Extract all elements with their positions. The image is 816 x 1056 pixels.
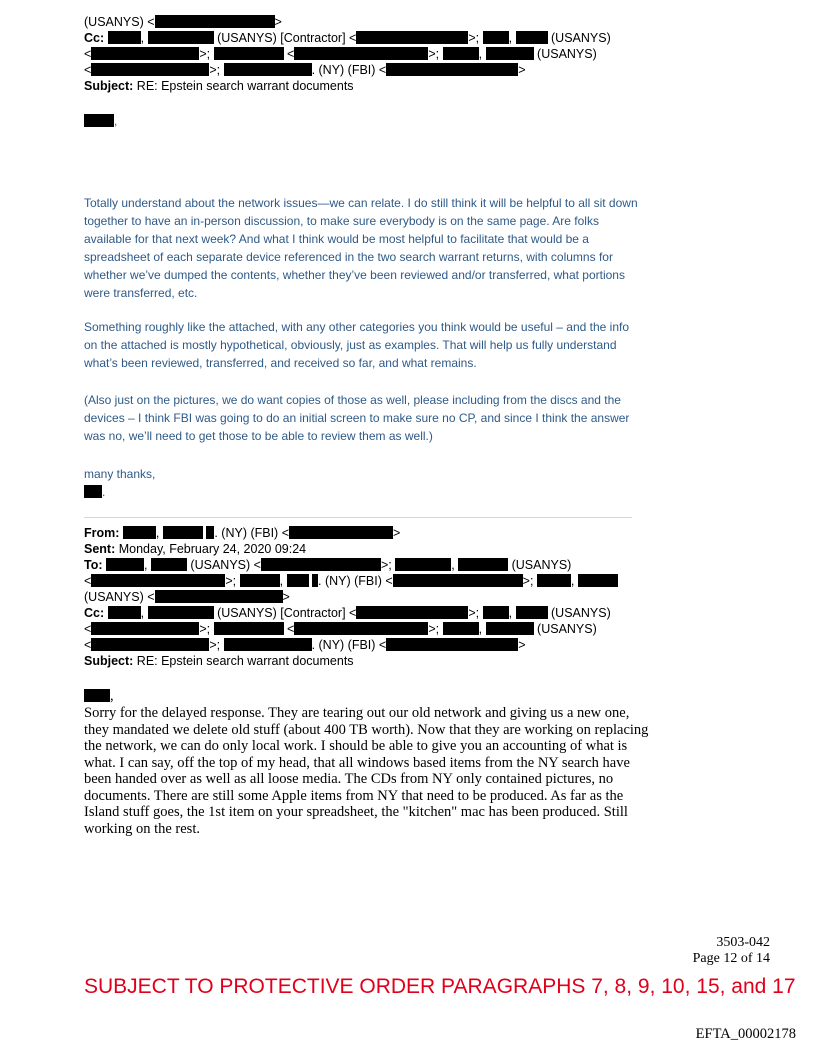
redaction: [486, 622, 534, 635]
redaction: [294, 47, 428, 60]
redaction: [395, 558, 451, 571]
header-text: (USANYS) <: [186, 558, 261, 572]
redaction: [84, 114, 114, 127]
header-text: <: [84, 638, 92, 652]
header-text: >;: [468, 606, 483, 620]
redaction: [84, 485, 102, 498]
redaction: [148, 606, 214, 619]
redaction: [356, 606, 468, 619]
email-signature: [84, 483, 644, 501]
divider: [84, 517, 632, 518]
redaction: [123, 526, 156, 539]
redaction: [224, 63, 312, 76]
subject-text: RE: Epstein search warrant documents: [133, 79, 354, 93]
protective-order-notice: SUBJECT TO PROTECTIVE ORDER PARAGRAPHS 7, 8, 9, 10, 15, and 17: [84, 975, 796, 998]
header-line-cc-b2: < >; < >; , (USANYS): [84, 622, 597, 636]
paragraph-text: Something roughly like the attached, with any other categories you think would be useful – and the info on the attached is mostly hypothetical, obviously, just as examples. That will help us fully understand what’s been reviewed, transferred, and received so far, and what remains.: [84, 320, 630, 370]
redaction: [91, 63, 209, 76]
email2-greeting: [84, 688, 654, 705]
redaction: [289, 526, 393, 539]
header-line-subject-b: [84, 653, 644, 669]
redaction: [294, 622, 428, 635]
email-paragraph-1: [84, 194, 644, 302]
sent-text: Monday, February 24, 2020 09:24: [115, 542, 307, 556]
redaction: [108, 606, 141, 619]
subject-text: RE: Epstein search warrant documents: [133, 654, 354, 668]
header-text: >;: [380, 558, 396, 572]
redaction: [155, 15, 275, 28]
header-text: (USANYS): [533, 47, 597, 61]
signature-text: .: [102, 485, 106, 499]
header-text: (USANYS) <: [84, 590, 155, 604]
header-text: >: [518, 63, 526, 77]
header-text: <: [84, 47, 92, 61]
header-line-to-2: < >; , . (NY) (FBI) < >; ,: [84, 573, 644, 589]
header-text: >: [518, 638, 526, 652]
redaction: [537, 574, 571, 587]
header-text: <: [287, 622, 295, 636]
redaction: [287, 574, 309, 587]
header-text: . (NY) (FBI) <: [214, 526, 289, 540]
header-line-cc: Cc: , (USANYS) [Contractor] < >; , (USANYS): [84, 31, 611, 45]
subject-label: Subject:: [84, 654, 134, 668]
redaction: [163, 526, 203, 539]
redaction: [91, 622, 199, 635]
greeting-text: ,: [114, 114, 118, 128]
from-label: From:: [84, 526, 120, 540]
header-line-cc-2: < >; < >; , (USANYS): [84, 47, 597, 61]
redaction: [224, 638, 312, 651]
sent-label: Sent:: [84, 542, 116, 556]
redaction: [483, 31, 509, 44]
header-text: (USANYS): [547, 606, 611, 620]
header-text: >;: [199, 622, 214, 636]
header-text: >;: [522, 574, 537, 588]
redaction: [516, 31, 548, 44]
header-text: >;: [209, 638, 224, 652]
header-text: . (NY) (FBI) <: [311, 63, 387, 77]
header-line-to-cont: [84, 14, 644, 30]
header-text: >;: [209, 63, 224, 77]
email-paragraph-2: [84, 318, 644, 372]
header-text: >: [282, 590, 290, 604]
header-text: >;: [428, 47, 443, 61]
header-text: <: [84, 622, 92, 636]
redaction: [356, 31, 468, 44]
redaction: [108, 31, 141, 44]
redaction: [155, 590, 283, 603]
bates-number: EFTA_00002178: [695, 1026, 796, 1042]
header-line-from: From: , . (NY) (FBI) < >: [84, 526, 401, 540]
email2-body: [84, 705, 654, 837]
header-text: (USANYS): [533, 622, 597, 636]
header-text: >;: [468, 31, 483, 45]
header-text: (USANYS) <: [84, 15, 155, 29]
redaction: [261, 558, 381, 571]
header-text: <: [287, 47, 295, 61]
header-text: >: [274, 15, 282, 29]
header-text: (USANYS) [Contractor] <: [213, 31, 357, 45]
paragraph-text: Totally understand about the network issues—we can relate. I do still think it will be helpful to all sit down together to have an in-person discussion, to make sure everybody is on the same page. Are folks available for that next week? And what I think would be most helpful to facilitate that would be a spreadsheet of each separate device referenced in the two search warrant returns, with columns for whether we’ve dumped the contents, whether they’ve been reviewed and/or transferred, what portions were transferred, etc.: [84, 196, 638, 300]
doc-id-text: 3503-042: [716, 935, 770, 950]
signoff-text: many thanks,: [84, 467, 156, 481]
header-text: (USANYS) [Contractor] <: [213, 606, 357, 620]
redaction: [151, 558, 187, 571]
redaction: [214, 622, 284, 635]
email-paragraph-3: [84, 391, 644, 445]
email-greeting: [84, 112, 644, 130]
redaction: [486, 47, 534, 60]
header-text: >;: [428, 622, 443, 636]
redaction: [516, 606, 548, 619]
header-text: >;: [225, 574, 240, 588]
redaction: [214, 47, 284, 60]
header-text: >: [393, 526, 401, 540]
redaction: [393, 574, 523, 587]
header-text: <: [84, 63, 92, 77]
header-line-subject: [84, 78, 644, 94]
header-line-sent: [84, 541, 644, 557]
doc-id: [693, 935, 770, 967]
header-text: (USANYS): [508, 558, 572, 572]
redaction: [443, 47, 479, 60]
redaction: [91, 47, 199, 60]
redaction: [91, 638, 209, 651]
paragraph-text: Sorry for the delayed response. They are tearing out our old network and giving us a new one, they mandated we delete old stuff (about 400 TB worth). Now that they are working on replacing the network, we can do only local work. I should be able to give you an accounting of what is what. I can say, off the top of my head, that all windows based items from the NY search have been handed over as well as all loose media. The CDs from NY only contained pictures, no documents. There are still some Apple items from NY that need to be produced. As far as the Island stuff goes, the 1st item on your spreadsheet, the "kitchen" mac has been produced. Still working on the rest.: [84, 705, 649, 837]
cc-label: Cc:: [84, 606, 105, 620]
redaction: [458, 558, 508, 571]
redaction: [106, 558, 144, 571]
redaction: [91, 574, 225, 587]
redaction: [386, 63, 518, 76]
redaction: [386, 638, 518, 651]
header-line-to-3: [84, 589, 644, 605]
to-label: To:: [84, 558, 103, 572]
greeting-text: ,: [110, 688, 114, 704]
header-line-cc-b3: [84, 637, 644, 653]
header-text: <: [84, 574, 92, 588]
cc-label: Cc:: [84, 31, 105, 45]
header-text: >;: [199, 47, 214, 61]
subject-label: Subject:: [84, 79, 134, 93]
redaction: [483, 606, 509, 619]
redaction: [578, 574, 618, 587]
header-line-cc-b: Cc: , (USANYS) [Contractor] < >; , (USANYS): [84, 606, 611, 620]
header-text: . (NY) (FBI) <: [311, 638, 387, 652]
redaction: [443, 622, 479, 635]
page-number: Page 12 of 14: [692, 951, 770, 966]
redaction: [148, 31, 214, 44]
header-line-to: To: , (USANYS) < >; , (USANYS): [84, 558, 572, 572]
redaction: [84, 689, 110, 702]
header-text: . (NY) (FBI) <: [318, 574, 393, 588]
email-signoff: [84, 465, 644, 483]
header-text: (USANYS): [547, 31, 611, 45]
header-line-cc-3: [84, 62, 644, 78]
redaction: [240, 574, 280, 587]
paragraph-text: (Also just on the pictures, we do want copies of those as well, please including from the discs and the devices – I think FBI was going to do an initial screen to make sure no CP, and since I think the answer was no, we’ll need to get those to be able to review them as well.): [84, 393, 630, 443]
